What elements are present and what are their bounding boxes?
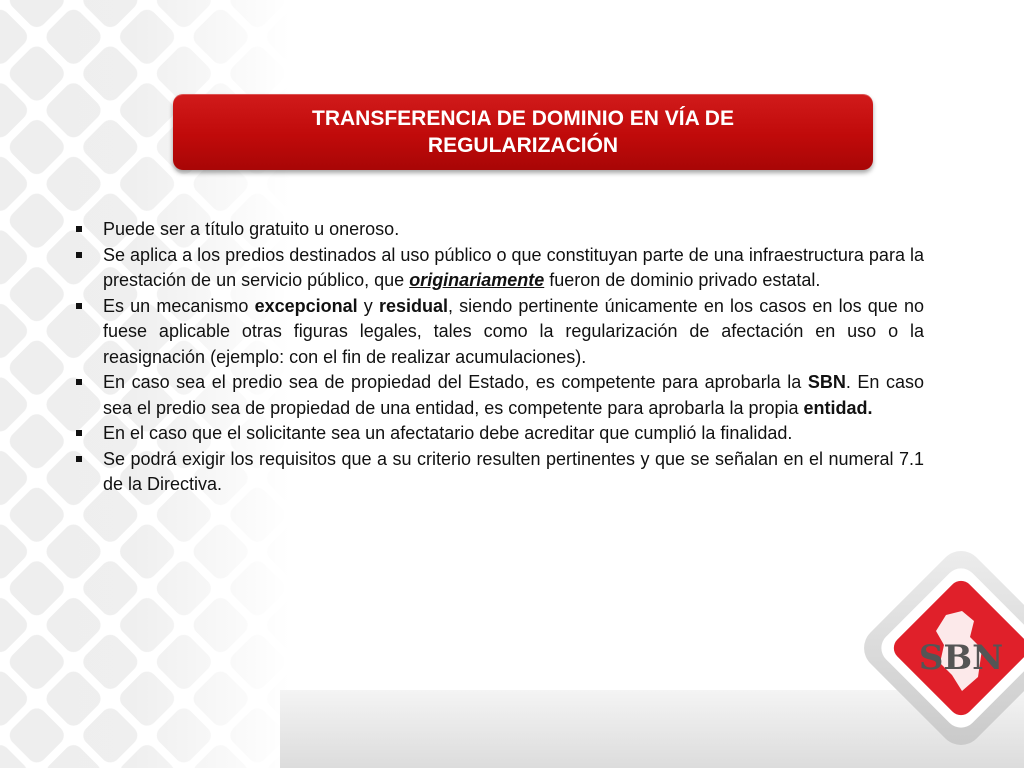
bullet-text: Es un mecanismo [103,295,255,316]
bullet-text: Se aplica a los predios destinados al uso público o que constituyan parte de una infraestructura para la prestación de un servicio público, que [103,244,924,290]
bold-text: excepcional [254,295,358,316]
bullet-list [76,217,924,498]
bullet-text: . En caso sea el predio sea de propiedad de una entidad, es competente para aprobarla la propia [103,372,925,418]
bullet-text: En el caso que el solicitante sea un afectatario debe acreditar que cumplió la finalidad. [103,423,793,443]
bullet-item-5 [76,421,924,447]
square-bullet-icon [76,430,82,436]
slide-title: TRANSFERENCIA DE DOMINIO EN VÍA DE REGULARIZACIÓN [312,107,734,157]
bullet-item-1 [76,217,924,243]
bullet-item-6 [76,447,924,498]
sbn-logo [858,545,1024,768]
logo-text: SBN [918,638,1004,678]
bullet-text: y [357,295,379,316]
title-banner [173,94,873,170]
bullet-item-3 [76,294,924,371]
bold-text: residual [378,295,449,316]
bullet-text: Puede ser a título gratuito u oneroso. [103,219,400,239]
bullet-text: Se podrá exigir los requisitos que a su criterio resulten pertinentes y que se señalan en el numeral 7.1 de la Directiva. [103,448,924,494]
emphasis-text: originariamente [409,270,545,290]
square-bullet-icon [76,379,82,385]
bullet-content [76,217,924,498]
square-bullet-icon [76,303,82,309]
bullet-item-4 [76,370,924,421]
bold-text: SBN [807,372,846,392]
bullet-item-2 [76,243,924,294]
square-bullet-icon [76,226,82,232]
square-bullet-icon [76,456,82,462]
bullet-text: En caso sea el predio sea de propiedad del Estado, es competente para aprobarla la [103,372,808,392]
bullet-text: fueron de dominio privado estatal. [544,270,821,290]
square-bullet-icon [76,252,82,258]
bold-text: entidad. [803,397,873,418]
bullet-text: , siendo pertinente únicamente en los casos en los que no fuese aplicable otras figuras legales, tales como la regularización de afectación en uso o la reasignación (ejemplo: con el fin de realizar acumulaciones). [103,295,925,367]
